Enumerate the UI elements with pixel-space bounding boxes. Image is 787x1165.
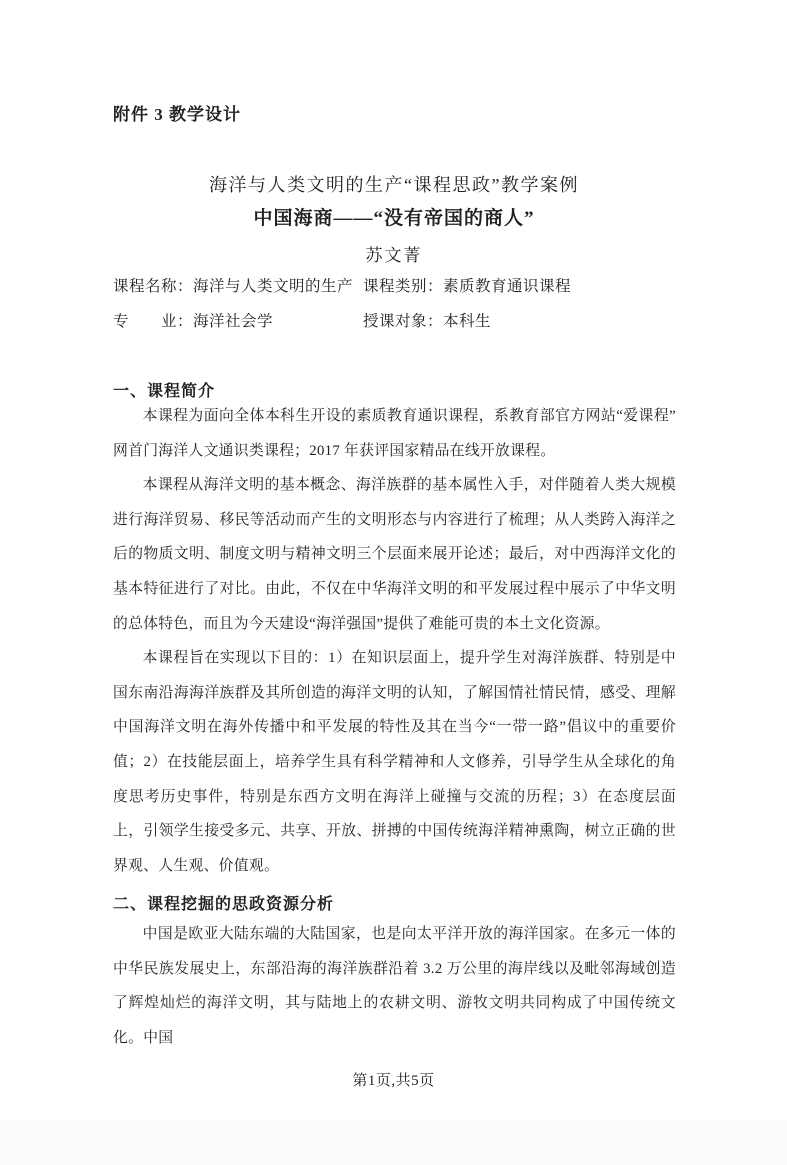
section-1-body <box>113 399 676 883</box>
section-1-paragraph-2: 本课程从海洋文明的基本概念、海洋族群的基本属性入手，对伴随着人类大规模进行海洋贸易、移民等活动而产生的文明形态与内容进行了梳理；从人类跨入海洋之后的物质文明、制度文明与精神文明三个层面来展开论述；最后，对中西海洋文化的基本特征进行了对比。由此，不仅在中华海洋文明的和平发展过程中展示了中华文明的总体特色，而且为今天建设“海洋强国”提供了难能可贵的本土文化资源。 <box>113 477 676 632</box>
audience-field <box>363 304 491 339</box>
section-1-paragraph-1: 本课程为面向全体本科生开设的素质教育通识课程，系教育部官方网站“爱课程”网首门海洋人文通识类课程；2017 年获评国家精品在线开放课程。 <box>113 408 676 459</box>
course-category-label: 课程类别： <box>363 278 444 295</box>
course-info-row-1 <box>113 269 676 304</box>
section-2-heading: 二、课程挖掘的思政资源分析 <box>113 896 335 913</box>
course-name-field <box>113 278 353 295</box>
main-title: 中国海商——“没有帝国的商人” <box>253 208 535 229</box>
course-name-label: 课程名称： <box>113 278 194 295</box>
section-1-paragraph-3: 本课程旨在实现以下目的：1）在知识层面上，提升学生对海洋族群、特别是中国东南沿海海洋族群及其所创造的海洋文明的认知，了解国情社情民情，感受、理解中国海洋文明在海外传播中和平发展的特性及其在当今“一带一路”倡议中的重要价值；2）在技能层面上，培养学生具有科学精神和人文修养，引导学生从全球化的角度思考历史事件，特别是东西方文明在海洋上碰撞与交流的历程；3）在态度层面上，引领学生接受多元、共享、开放、拼搏的中国传统海洋精神熏陶，树立正确的世界观、人生观、价值观。 <box>113 650 676 874</box>
author-name: 苏文菁 <box>365 246 423 265</box>
course-name-value: 海洋与人类文明的生产 <box>193 278 354 295</box>
course-category-value: 素质教育通识课程 <box>443 278 572 295</box>
major-label: 专 业： <box>113 313 194 330</box>
audience-value: 本科生 <box>443 313 492 330</box>
major-field <box>113 313 273 330</box>
section-2-body <box>113 917 676 1055</box>
section-2-paragraph-1: 中国是欧亚大陆东端的大陆国家，也是向太平洋开放的海洋国家。在多元一体的中华民族发展史上，东部沿海的海洋族群沿着 3.2 万公里的海岸线以及毗邻海域创造了辉煌灿烂的海洋文明，其与陆地上的农耕文明、游牧文明共同构成了中国传统文化。中国 <box>113 926 676 1046</box>
course-category-field <box>363 269 571 304</box>
course-info-row-2 <box>113 304 676 339</box>
page-number-footer: 第1页,共5页 <box>352 1073 435 1089</box>
page-bottom-margin <box>0 1119 787 1165</box>
section-1-heading: 一、课程简介 <box>113 383 216 400</box>
case-title: 海洋与人类文明的生产“课程思政”教学案例 <box>209 175 579 195</box>
major-value: 海洋社会学 <box>193 313 274 330</box>
attachment-label: 附件 3 教学设计 <box>113 105 241 124</box>
audience-label: 授课对象： <box>363 313 444 330</box>
course-info <box>113 269 676 339</box>
